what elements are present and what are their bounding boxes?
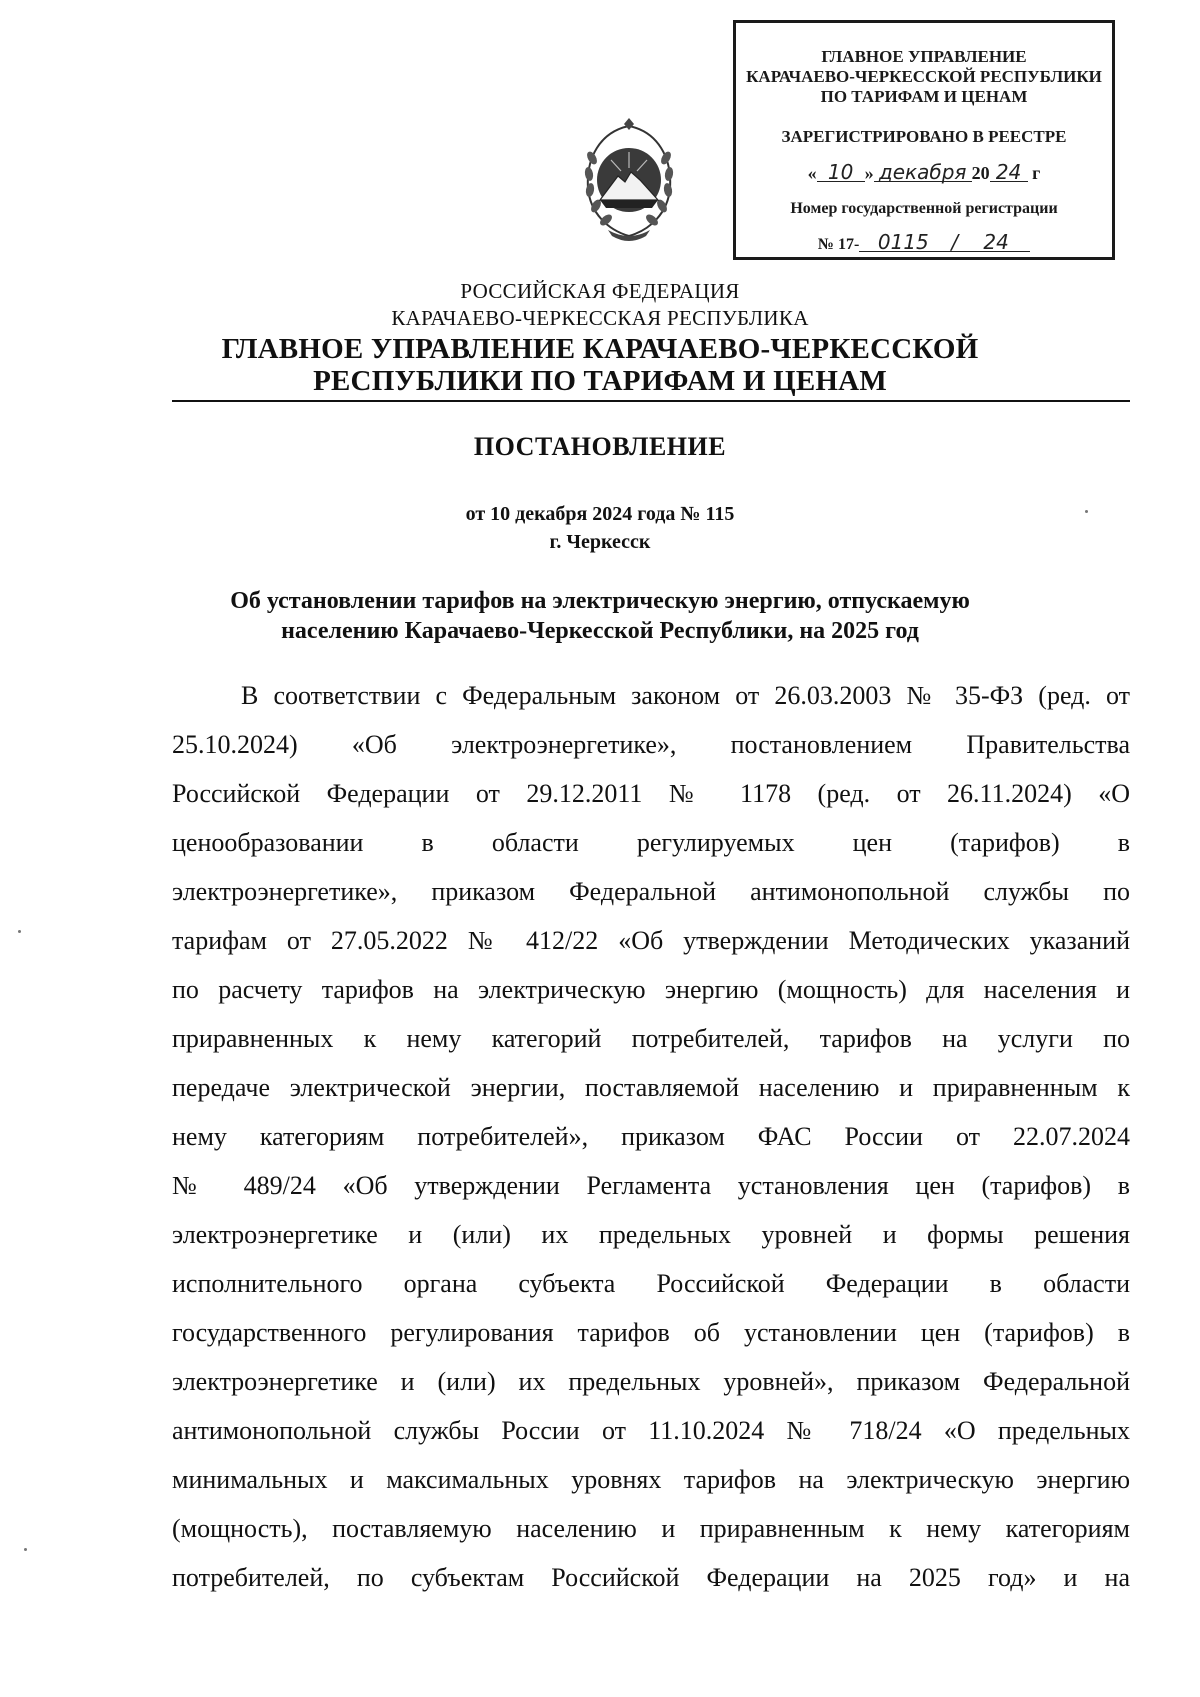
stamp-date-day: 10 <box>817 163 865 182</box>
body-line: по расчету тарифов на электрическую энергию (мощность) для населения и <box>172 975 1130 1004</box>
stamp-reg-number <box>736 230 1112 255</box>
body-line: тарифам от 27.05.2022 № 412/22 «Об утверждении Методических указаний <box>172 926 1130 955</box>
header-republic: КАРАЧАЕВО-ЧЕРКЕССКАЯ РЕСПУБЛИКА <box>391 306 809 330</box>
header-agency-line-2: РЕСПУБЛИКИ ПО ТАРИФАМ И ЦЕНАМ <box>313 365 887 397</box>
stamp-reg-number-year: 24 <box>962 233 1030 252</box>
stamp-date <box>736 160 1112 184</box>
body-line: потребителей, по субъектам Российской Федерации на 2025 год» и на <box>172 1563 1130 1592</box>
header-country: РОССИЙСКАЯ ФЕДЕРАЦИЯ <box>460 279 740 303</box>
body-line: В соответствии с Федеральным законом от 26.03.2003 № 35-ФЗ (ред. от <box>241 681 1130 710</box>
body-line: № 489/24 «Об утверждении Регламента установления цен (тарифов) в <box>172 1171 1130 1200</box>
document-city: г. Черкесск <box>549 531 651 553</box>
body-line: нему категориям потребителей», приказом ФАС России от 22.07.2024 <box>172 1122 1130 1151</box>
body-line: передаче электрической энергии, поставляемой населению и приравненным к <box>172 1073 1130 1102</box>
stamp-date-year-prefix: 20 <box>971 163 990 183</box>
stamp-date-year: 24 <box>990 163 1028 182</box>
header-divider <box>172 400 1130 402</box>
stamp-reg-number-prefix: № 17- <box>817 236 860 253</box>
coat-of-arms-emblem <box>578 118 680 244</box>
body-line: (мощность), поставляемую населению и приравненным к нему категориям <box>172 1514 1130 1543</box>
body-line: электроэнергетике и (или) их предельных уровней», приказом Федеральной <box>172 1367 1130 1396</box>
stamp-date-close-quote: » <box>864 163 874 183</box>
body-line: электроэнергетике и (или) их предельных уровней и формы решения <box>172 1220 1130 1249</box>
scan-speck <box>1085 510 1088 513</box>
stamp-date-month: декабря <box>874 163 972 182</box>
document-subject-line-1: Об установлении тарифов на электрическую энергию, отпускаемую <box>230 588 970 614</box>
stamp-reg-number-sep: / <box>947 233 962 252</box>
document-type: ПОСТАНОВЛЕНИЕ <box>473 432 727 461</box>
body-line: электроэнергетике», приказом Федеральной антимонопольной службы по <box>172 877 1130 906</box>
stamp-line-1: ГЛАВНОЕ УПРАВЛЕНИЕ <box>821 47 1027 66</box>
body-line: минимальных и максимальных уровнях тарифов на электрическую энергию <box>172 1465 1130 1494</box>
stamp-reg-number-value: 0115 <box>859 233 947 252</box>
body-line: Российской Федерации от 29.12.2011 № 1178 (ред. от 26.11.2024) «О <box>172 779 1130 808</box>
document-subject-line-2: населению Карачаево-Черкесской Республики, на 2025 год <box>281 618 919 644</box>
stamp-date-suffix: г <box>1032 163 1041 183</box>
body-line: 25.10.2024) «Об электроэнергетике», постановлением Правительства <box>172 730 1130 759</box>
body-line: ценообразовании в области регулируемых цен (тарифов) в <box>172 828 1130 857</box>
stamp-line-3: ПО ТАРИФАМ И ЦЕНАМ <box>820 87 1028 106</box>
stamp-date-open-quote: « <box>807 163 817 183</box>
body-line: приравненных к нему категорий потребителей, тарифов на услуги по <box>172 1024 1130 1053</box>
stamp-line-2: КАРАЧАЕВО-ЧЕРКЕССКОЙ РЕСПУБЛИКИ <box>746 67 1102 86</box>
body-line: антимонопольной службы России от 11.10.2024 № 718/24 «О предельных <box>172 1416 1130 1445</box>
scan-speck <box>18 930 21 933</box>
stamp-reg-number-label: Номер государственной регистрации <box>790 200 1058 217</box>
document-date-number: от 10 декабря 2024 года № 115 <box>465 503 735 525</box>
header-agency-line-1: ГЛАВНОЕ УПРАВЛЕНИЕ КАРАЧАЕВО-ЧЕРКЕССКОЙ <box>221 333 979 365</box>
scan-speck <box>24 1548 27 1551</box>
registration-stamp <box>733 20 1115 260</box>
stamp-registered: ЗАРЕГИСТРИРОВАНО В РЕЕСТРЕ <box>781 127 1067 146</box>
body-line: государственного регулирования тарифов об установлении цен (тарифов) в <box>172 1318 1130 1347</box>
body-line: исполнительного органа субъекта Российской Федерации в области <box>172 1269 1130 1298</box>
